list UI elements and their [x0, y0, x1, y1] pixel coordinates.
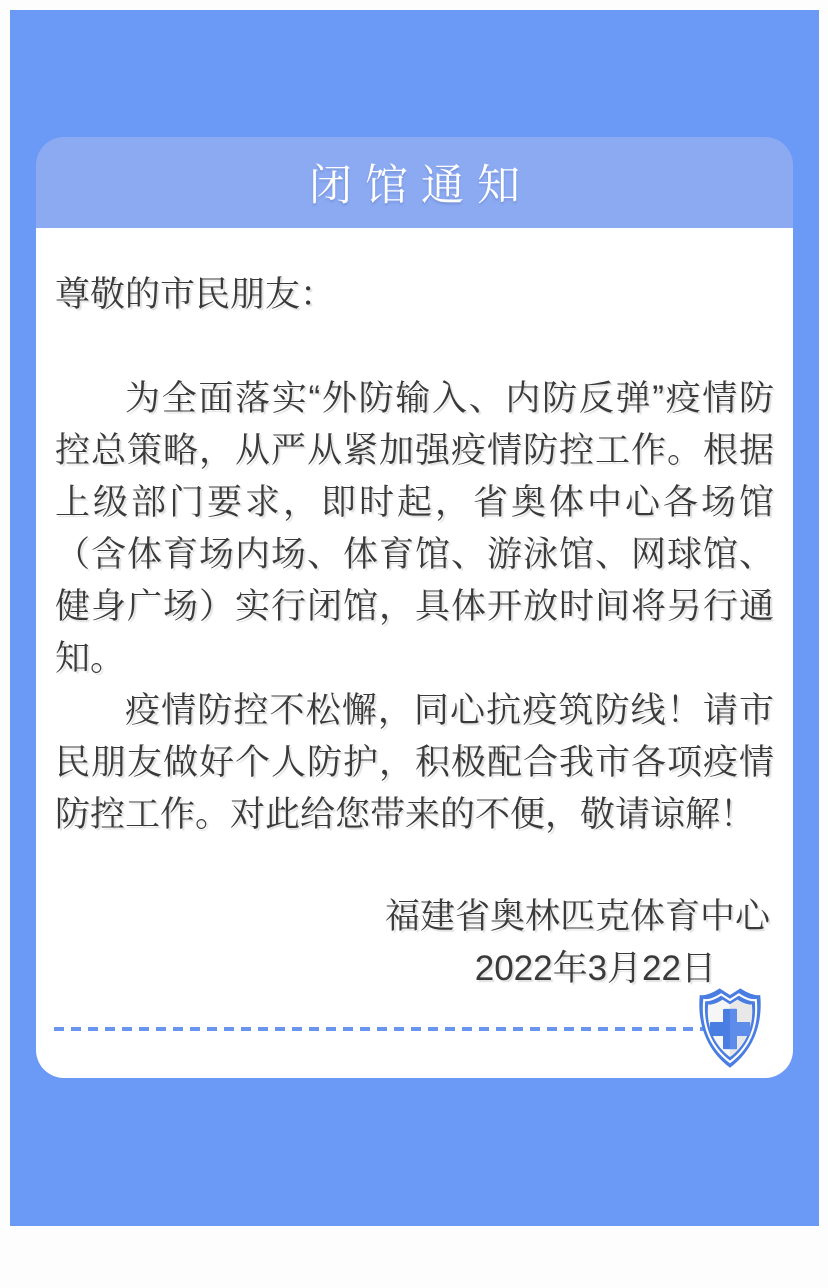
notice-paragraph-2: 疫情防控不松懈，同心抗疫筑防线！请市民朋友做好个人防护，积极配合我市各项疫情防控工作。对此给您带来的不便，敬请谅解！: [55, 691, 774, 834]
notice-title: 闭馆通知: [309, 162, 533, 210]
notice-paragraph-1: 为全面落实“外防输入、内防反弹”疫情防控总策略，从严从紧加强疫情防控工作。根据上级部门要求，即时起，省奥体中心各场馆（含体育场内场、体育馆、游泳馆、网球馆、健身广场）实行闭馆，具体开放时间将另行通知。: [55, 379, 774, 678]
notice-header: [36, 137, 793, 228]
notice-body: [36, 228, 793, 1078]
medical-shield-icon: [695, 985, 765, 1073]
dashed-divider: [54, 1027, 704, 1031]
greeting-text: 尊敬的市民朋友：: [55, 275, 336, 314]
signature-organization: 福建省奥林匹克体育中心: [384, 897, 770, 936]
signature-date: 2022年3月22日: [474, 949, 716, 988]
notice-background-panel: [10, 10, 819, 1226]
notice-card: [36, 137, 793, 1078]
